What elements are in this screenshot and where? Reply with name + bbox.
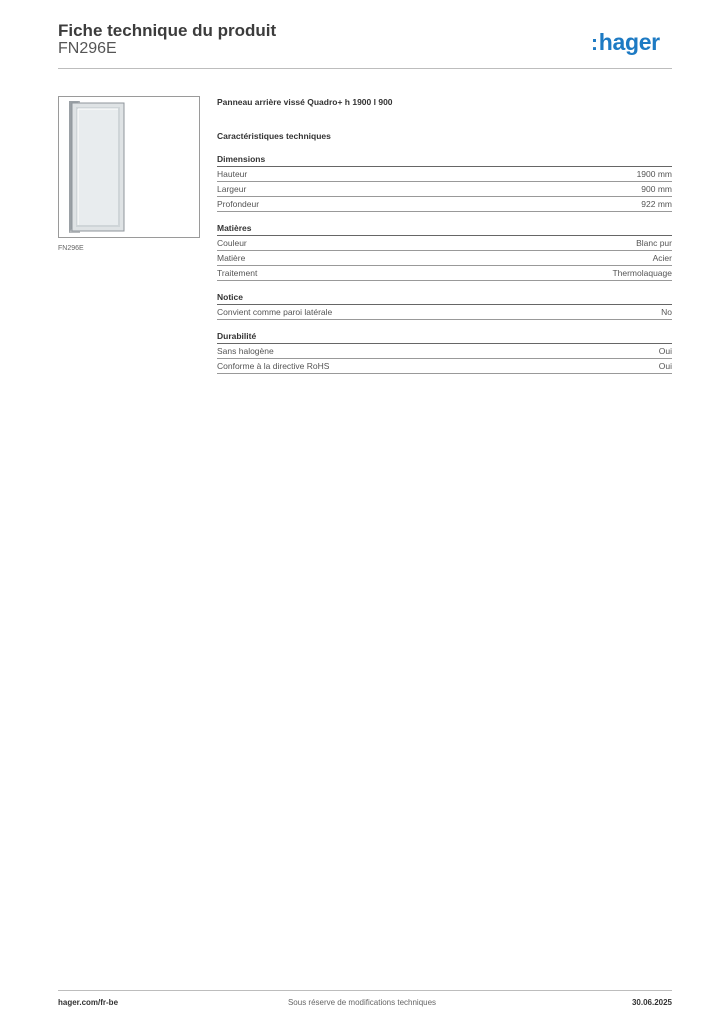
spec-label: Sans halogène (217, 346, 274, 356)
spec-value: Thermolaquage (612, 268, 672, 278)
footer-date: 30.06.2025 (631, 998, 672, 1007)
spec-value: Oui (658, 346, 672, 356)
spec-label: Convient comme paroi latérale (217, 307, 333, 317)
group-dimensions (217, 153, 672, 212)
spec-value: 1900 mm (636, 169, 672, 179)
spec-label: Profondeur (217, 199, 260, 209)
group-sustainability (217, 330, 672, 374)
logo-prefix: : (591, 32, 598, 55)
spec-value: Acier (652, 253, 672, 263)
spec-row (217, 197, 672, 212)
group-title: Matières (217, 222, 672, 236)
spec-value: Blanc pur (636, 238, 672, 248)
group-title: Dimensions (217, 153, 672, 167)
spec-label: Conforme à la directive RoHS (217, 361, 330, 371)
logo-text: hager (598, 29, 660, 55)
footer-divider (58, 990, 672, 991)
spec-label: Traitement (217, 268, 258, 278)
spec-label: Hauteur (217, 169, 248, 179)
spec-value: 922 mm (641, 199, 672, 209)
footer-notice: Sous réserve de modifications techniques (287, 998, 437, 1007)
spec-label: Matière (217, 253, 246, 263)
page-title: Fiche technique du produit (58, 21, 277, 40)
spec-value: Oui (658, 361, 672, 371)
product-description: Panneau arrière vissé Quadro+ h 1900 l 900 (217, 97, 393, 107)
spec-row (217, 359, 672, 374)
product-code: FN296E (58, 40, 117, 57)
spec-row (217, 305, 672, 320)
spec-row (217, 266, 672, 281)
footer-website: hager.com/fr-be (58, 998, 119, 1007)
spec-row (217, 167, 672, 182)
spec-row (217, 251, 672, 266)
group-title: Notice (217, 291, 672, 305)
hager-logo (591, 28, 660, 58)
spec-label: Largeur (217, 184, 247, 194)
group-notice (217, 291, 672, 320)
spec-label: Couleur (217, 238, 247, 248)
group-title: Durabilité (217, 330, 672, 344)
spec-value: 900 mm (641, 184, 672, 194)
group-materials (217, 222, 672, 281)
spec-content (217, 96, 672, 374)
spec-value: No (661, 307, 672, 317)
product-image (58, 96, 200, 238)
spec-row (217, 236, 672, 251)
header-divider (58, 68, 672, 69)
spec-row (217, 344, 672, 359)
image-caption: FN296E (58, 245, 84, 252)
section-heading: Caractéristiques techniques (217, 131, 331, 141)
rear-panel-illustration (59, 97, 199, 237)
spec-row (217, 182, 672, 197)
